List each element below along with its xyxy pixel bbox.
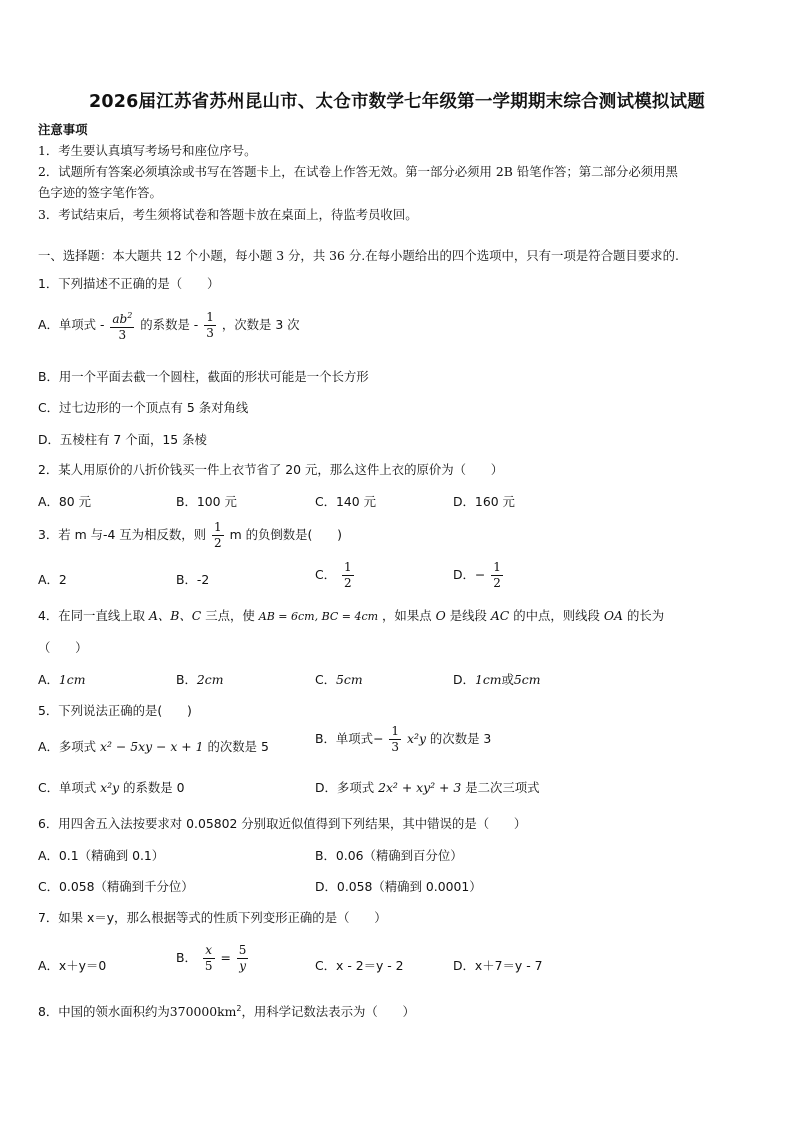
q4-stem-mid: 三点，使 <box>205 608 255 623</box>
q5-b-post: 的次数是 3 <box>429 731 492 746</box>
q2-option-b: B．100 元 <box>176 494 237 509</box>
q3-stem <box>38 520 342 551</box>
q4-stem-post: 的长为 <box>626 608 665 623</box>
q1-a-prefix: A．单项式 - <box>38 317 105 332</box>
q2-option-a: A．80 元 <box>38 494 91 509</box>
q4-segment-ac: AC <box>490 608 510 623</box>
notice-item-3: 3．考试结束后，考生须将试卷和答题卡放在桌面上，待监考员收回。 <box>38 207 418 222</box>
q4-d-label: D． <box>453 672 475 687</box>
q6-option-b: B．0.06（精确到百分位） <box>315 848 463 863</box>
q5-b-prefix: B．单项式− <box>315 731 384 746</box>
section-heading: 一、选择题：本大题共 12 个小题，每小题 3 分，共 36 分.在每小题给出的四个选项中，只有一项是符合题目要求的. <box>38 248 679 263</box>
q6-option-d: D．0.058（精确到 0.0001） <box>315 879 482 894</box>
q5-option-d <box>315 778 540 796</box>
q3-den: 2 <box>213 536 222 550</box>
q1-option-b: B．用一个平面去截一个圆柱，截面的形状可能是一个长方形 <box>38 369 369 384</box>
q4-point-o: O <box>435 608 446 623</box>
q3-stem-pre: 3．若 m 与-4 互为相反数，则 <box>38 527 207 542</box>
q4-stem <box>38 606 664 624</box>
q6-option-c: C．0.058（精确到千分位） <box>38 879 194 894</box>
q3-d-label: D．− <box>453 567 486 582</box>
q1-a-num: ab <box>112 312 128 326</box>
q2-option-d: D．160 元 <box>453 494 515 509</box>
q5-stem: 5．下列说法正确的是( ) <box>38 703 192 718</box>
q3-d-fraction <box>491 560 503 591</box>
q5-d-prefix: D．多项式 <box>315 780 375 795</box>
q7-b-den2: y <box>239 959 246 973</box>
q5-a-prefix: A．多项式 <box>38 739 97 754</box>
q6-stem: 6．用四舍五入法按要求对 0.05802 分别取近似值得到下列结果，其中错误的是（ ） <box>38 816 527 831</box>
q5-option-b <box>315 724 491 755</box>
q4-segment-oa: OA <box>603 608 623 623</box>
q4-d-or: 或 <box>501 672 514 687</box>
q7-option-b <box>176 943 250 974</box>
q5-a-post: 的次数是 5 <box>207 739 269 754</box>
q4-stem-pre: 4．在同一直线上取 <box>38 608 146 623</box>
q4-option-a <box>38 670 85 688</box>
q7-stem: 7．如果 x＝y，那么根据等式的性质下列变形正确的是（ ） <box>38 910 387 925</box>
q5-b-fraction <box>389 724 401 755</box>
q5-b-num: 1 <box>391 724 400 738</box>
q7-b-fraction-left <box>203 943 215 974</box>
q4-c-label: C． <box>315 672 337 687</box>
q5-c-expression: x²y <box>100 780 120 795</box>
q1-a-den2: 3 <box>206 326 214 340</box>
q1-a-fraction: $\frac{ab^2}{3}$ <box>110 308 134 343</box>
page-title: 2026届江苏省苏州昆山市、太仓市数学七年级第一学期期末综合测试模拟试题 <box>89 92 705 112</box>
q4-d-value-1: 1cm <box>474 672 502 687</box>
q1-a-mid: 的系数是 - <box>140 317 199 332</box>
q4-option-d <box>453 670 540 688</box>
q4-option-b <box>176 670 223 688</box>
q7-b-num1: x <box>203 943 215 959</box>
q4-stem-mid2: ，如果点 <box>382 608 432 623</box>
q5-c-prefix: C．单项式 <box>38 780 97 795</box>
q1-option-c: C．过七边形的一个顶点有 5 条对角线 <box>38 400 249 415</box>
q3-d-den: 2 <box>493 576 501 590</box>
q8-value: 370000km <box>169 1004 237 1019</box>
q3-option-b: B．-2 <box>176 572 210 587</box>
q7-b-label: B． <box>176 950 197 965</box>
q4-condition: AB = 6cm, BC = 4cm <box>258 610 379 623</box>
q4-points: A、B、C <box>148 608 202 623</box>
q3-option-c <box>315 560 356 591</box>
q8-stem-pre: 8．中国的领水面积约为 <box>38 1004 170 1019</box>
q2-stem: 2．某人用原价的八折价钱买一件上衣节省了 20 元，那么这件上衣的原价为（ ） <box>38 462 504 477</box>
q3-c-label: C． <box>315 567 337 582</box>
q1-option-d: D．五棱柱有 7 个面，15 条棱 <box>38 432 207 447</box>
q3-stem-post: m 的负倒数是( ) <box>229 527 342 542</box>
q7-option-a: A．x＋y＝0 <box>38 958 107 973</box>
q4-d-value-2: 5cm <box>513 672 541 687</box>
q5-option-c <box>38 778 184 796</box>
q3-c-num: 1 <box>344 560 352 574</box>
q4-option-c <box>315 670 363 688</box>
q5-b-expression: x²y <box>407 731 426 746</box>
q4-a-label: A． <box>38 672 59 687</box>
q3-fraction <box>212 520 224 551</box>
q3-c-den: 2 <box>344 576 352 590</box>
q3-d-num: 1 <box>493 560 501 574</box>
q5-a-expression: x² − 5xy − x + 1 <box>100 739 204 754</box>
q7-b-den1: 5 <box>204 959 213 973</box>
q8-squared: 2 <box>236 1004 242 1013</box>
q1-stem: 1．下列描述不正确的是（ ） <box>38 276 220 291</box>
q5-option-a <box>38 737 269 755</box>
q3-num: 1 <box>213 520 222 534</box>
q3-option-d <box>453 560 505 591</box>
q7-b-equals: = <box>220 950 231 965</box>
q5-d-post: 是二次三项式 <box>465 780 540 795</box>
q4-stem-mid3: 是线段 <box>449 608 487 623</box>
q7-option-d: D．x＋7＝y - 7 <box>453 958 543 973</box>
notice-item-2-cont: 色字迹的签字笔作答。 <box>38 185 162 200</box>
q1-a-num2: 1 <box>206 310 214 324</box>
q7-b-fraction-right <box>237 943 249 974</box>
q5-c-post: 的系数是 0 <box>123 780 185 795</box>
q3-c-fraction <box>342 560 354 591</box>
notice-item-1: 1．考生要认真填写考场号和座位序号。 <box>38 143 257 158</box>
q1-option-a <box>38 308 300 343</box>
q4-c-value: 5cm <box>336 672 363 687</box>
q7-b-num2: 5 <box>238 943 247 957</box>
q3-option-a: A．2 <box>38 572 67 587</box>
q7-option-c: C．x - 2＝y - 2 <box>315 958 404 973</box>
q4-b-label: B． <box>176 672 197 687</box>
q4-a-value: 1cm <box>58 672 86 687</box>
q4-stem-mid4: 的中点，则线段 <box>513 608 600 623</box>
q6-option-a: A．0.1（精确到 0.1） <box>38 848 165 863</box>
q1-a-den: 3 <box>118 328 127 342</box>
q5-d-expression: 2x² + xy² + 3 <box>378 780 462 795</box>
q8-stem-post: ，用科学记数法表示为（ ） <box>241 1004 415 1019</box>
q8-stem <box>38 1002 415 1020</box>
notice-item-2: 2．试题所有答案必须填涂或书写在答题卡上，在试卷上作答无效。第一部分必须用 2B 铅笔作答；第二部分必须用黑 <box>38 164 678 179</box>
q5-b-den: 3 <box>391 740 400 754</box>
q1-a-post: ，次数是 3 次 <box>221 317 300 332</box>
q4-b-value: 2cm <box>196 672 224 687</box>
q4-paren: （ ） <box>38 640 88 655</box>
q2-option-c: C．140 元 <box>315 494 377 509</box>
notice-heading: 注意事项 <box>38 122 88 137</box>
q1-a-fraction-2 <box>204 310 216 341</box>
